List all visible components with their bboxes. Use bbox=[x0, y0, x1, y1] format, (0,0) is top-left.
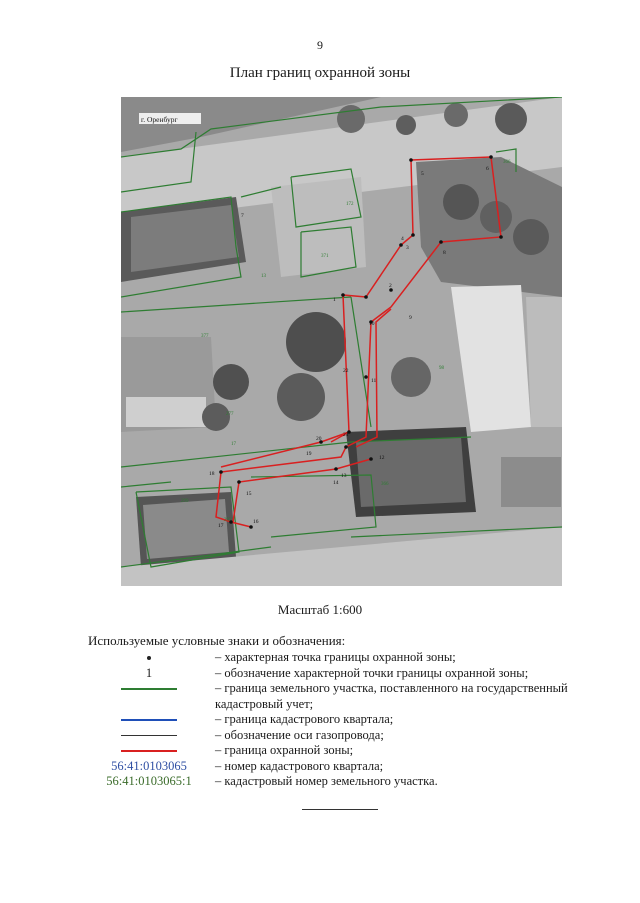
legend-row bbox=[88, 650, 608, 666]
aerial-map bbox=[121, 97, 562, 586]
point-label: 14 bbox=[333, 480, 339, 486]
legend-symbol-code: 56:41:0103065:1 bbox=[106, 774, 192, 788]
point-label: 22 bbox=[343, 368, 349, 374]
point-label: 6 bbox=[486, 166, 489, 172]
point-label: 15 bbox=[246, 491, 252, 497]
legend-text: – граница кадастрового квартала; bbox=[215, 712, 394, 726]
point-label: 8 bbox=[443, 250, 446, 256]
point-label: 1 bbox=[333, 297, 336, 303]
legend-text: – граница охранной зоны; bbox=[215, 743, 354, 757]
scale-label: Масштаб 1:600 bbox=[277, 602, 363, 617]
black-line-icon bbox=[121, 735, 177, 736]
city-label: г. Оренбург bbox=[141, 115, 178, 124]
point-label: 10 bbox=[369, 321, 375, 327]
point-label: 5 bbox=[421, 171, 424, 177]
parcel-label: 299 bbox=[181, 499, 189, 504]
parcel-label: 13 bbox=[261, 274, 266, 279]
page-number: 9 bbox=[317, 38, 323, 52]
legend-title: Используемые условные знаки и обозначения: bbox=[88, 633, 346, 648]
point-label: 20 bbox=[316, 436, 322, 442]
parcel-label: 297 bbox=[224, 518, 232, 523]
bottom-rule bbox=[302, 809, 378, 810]
parcel-label: 172 bbox=[346, 202, 354, 207]
point-label: 3 bbox=[406, 245, 409, 251]
legend-row bbox=[88, 666, 608, 682]
legend-row bbox=[88, 728, 608, 744]
legend-text: – кадастровый номер земельного участка. bbox=[215, 774, 438, 788]
point-label: 16 bbox=[253, 519, 259, 525]
red-line-icon bbox=[121, 750, 177, 752]
legend-row bbox=[88, 759, 608, 775]
point-dot-icon bbox=[147, 656, 151, 660]
legend bbox=[88, 650, 608, 790]
legend-row bbox=[88, 774, 608, 790]
point-label: 11 bbox=[371, 378, 377, 384]
point-label: 17 bbox=[218, 523, 224, 529]
legend-row bbox=[88, 712, 608, 728]
legend-text: – номер кадастрового квартала; bbox=[215, 758, 384, 773]
point-label: 12 bbox=[379, 455, 385, 461]
point-label: 9 bbox=[409, 315, 412, 321]
page-title: План границ охранной зоны bbox=[229, 65, 411, 81]
parcel-label: 98 bbox=[439, 366, 444, 371]
point-label: 4 bbox=[401, 236, 404, 242]
parcel-label: 17 bbox=[231, 442, 236, 447]
parcel-label: 277 bbox=[226, 412, 234, 417]
legend-text: – обозначение характерной точки границы охранной зоны; bbox=[215, 665, 529, 680]
parcel-label: 366 bbox=[381, 482, 389, 487]
yard-center bbox=[271, 177, 366, 277]
point-label: 2 bbox=[389, 283, 392, 289]
legend-text: – характерная точка границы охранной зоны; bbox=[215, 650, 456, 664]
legend-row bbox=[88, 743, 608, 759]
parcel-label: 377 bbox=[201, 334, 209, 339]
legend-text: – граница земельного участка, поставленного на государственный кадастровый учет; bbox=[215, 681, 568, 711]
point-label: 19 bbox=[306, 451, 312, 457]
legend-symbol-code: 56:41:0103065 bbox=[111, 758, 187, 773]
point-label: 7 bbox=[241, 213, 244, 219]
legend-symbol-text: 1 bbox=[145, 665, 153, 680]
green-line-icon bbox=[121, 688, 177, 690]
parcel-label: 366 bbox=[503, 160, 511, 165]
point-label: 21 bbox=[343, 432, 349, 438]
blue-line-icon bbox=[121, 719, 177, 721]
parcel-label: 371 bbox=[321, 254, 329, 259]
point-label: 18 bbox=[209, 471, 215, 477]
legend-text: – обозначение оси газопровода; bbox=[215, 727, 384, 742]
point-label: 13 bbox=[341, 473, 347, 479]
legend-row bbox=[88, 681, 608, 712]
